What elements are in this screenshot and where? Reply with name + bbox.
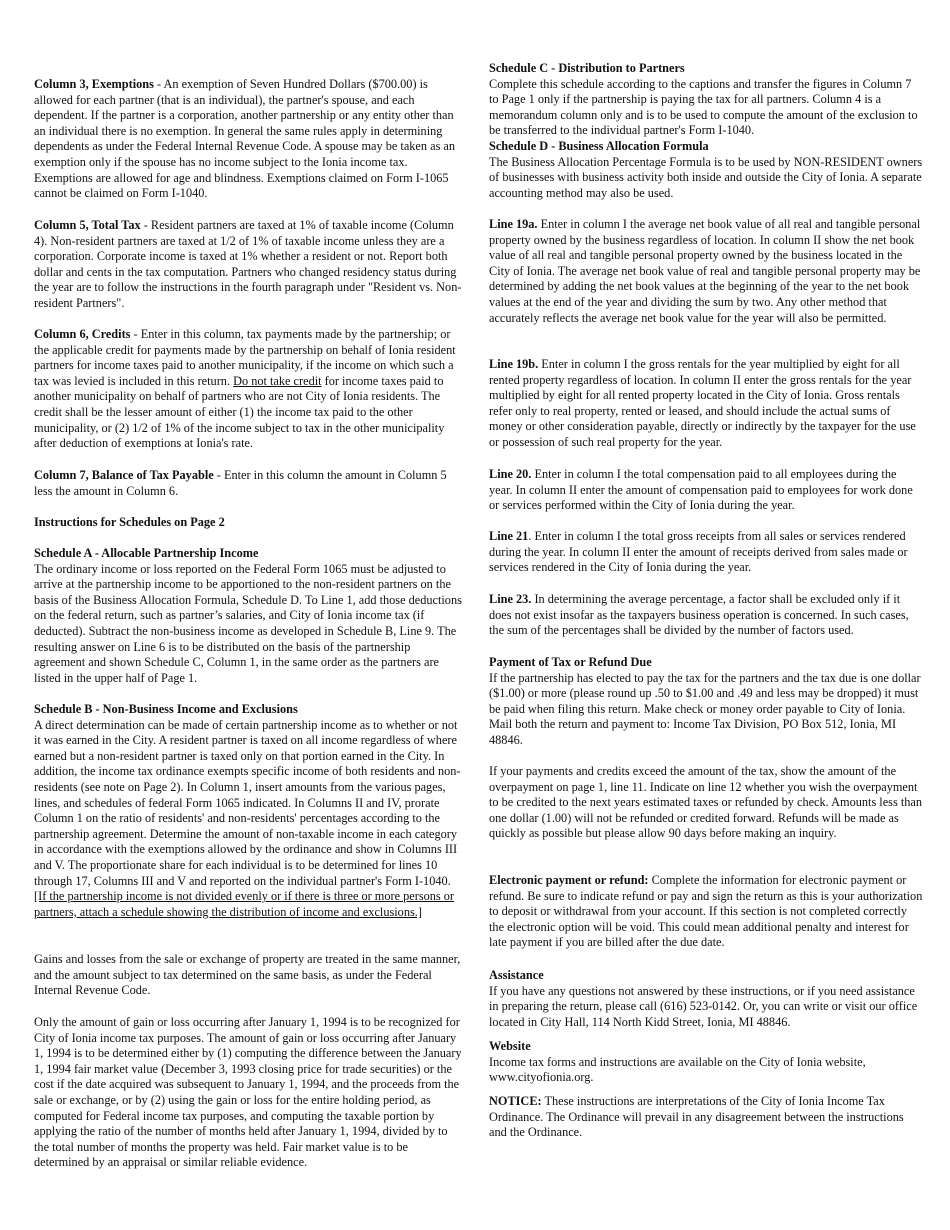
line-label: Line 20.	[489, 467, 532, 481]
instructions-schedules-heading	[34, 515, 464, 531]
line-23	[489, 592, 923, 639]
section-heading: Column 7, Balance of Tax Payable	[34, 468, 214, 482]
schedule-c	[489, 61, 923, 139]
section-heading: Payment of Tax or Refund Due	[489, 655, 652, 669]
notice	[489, 1094, 923, 1141]
line-label: Line 21	[489, 529, 529, 543]
section-heading: Electronic payment or refund:	[489, 873, 649, 887]
section-text: Complete the information for electronic payment or refund. Be sure to indicate refund or pay and sign the return as this is your authorization to deposit or withdrawal from your account. If this section is not completed correctly the electronic option will be void. This could mean additional penalty and interest for late payment if you are billed after the due date.	[489, 873, 923, 950]
line-label: Line 23.	[489, 592, 532, 606]
section-heading: Schedule D - Business Allocation Formula	[489, 139, 709, 153]
column-3-exemptions	[34, 77, 464, 202]
schedule-d	[489, 139, 923, 201]
section-text: Complete this schedule according to the captions and transfer the figures in Column 7 to Page 1 only if the partnership is paying the tax for all partners. Column 4 is a memorandum column only and is to be used to compute the amount of the exclusion to be transferred to the individual partner's Form I-1040.	[489, 76, 918, 138]
section-heading: Schedule B - Non-Business Income and Exclusions	[34, 702, 298, 716]
section-text: The Business Allocation Percentage Formula is to be used by NON-RESIDENT owners of businesses with business activity both inside and outside the City of Ionia. A separate accounting method may also be used.	[489, 154, 923, 200]
section-heading: Assistance	[489, 968, 544, 982]
section-text: If you have any questions not answered by these instructions, or if you need assistance in preparing the return, please call (616) 523-0142. Or, you can write or visit our office located in City Hall, 114 North Kidd Street, Ionia, MI 48846.	[489, 983, 918, 1029]
section-text: If the partnership has elected to pay the tax for the partners and the tax due is one dollar ($1.00) or more (please round up .50 to $1.00 and .49 and less may be dropped) it must be paid when filing this return. Make check or money order payable to City of Ionia. Mail both the return and payment to: Income Tax Division, PO Box 512, Ionia, MI 48846.	[489, 670, 921, 747]
line-20	[489, 467, 923, 514]
section-text: Enter in column I the total compensation paid to all employees during the year. In column II enter the amount of compensation paid to employees for work done or services performed within the City of Ionia during the year.	[489, 467, 913, 513]
section-text: If your payments and credits exceed the amount of the tax, show the amount of the overpayment on page 1, line 11. Indicate on line 12 whether you wish the overpayment to be credited to the next years estimated taxes or refunded by check. Amounts less than one dollar (1.00) will not be refunded or credited forward. Refunds will be made as quickly as possible but please allow 90 days before making an inquiry.	[489, 764, 922, 841]
assistance	[489, 968, 923, 1030]
section-text: for income taxes paid to another municipality on behalf of partners who are not City of Ionia residents. The credit shall be the lesser amount of either (1) the income tax paid to the other municipality, or (2) 1/2 of 1% of the income subject to tax in the other municipality after deduction of exemptions at Ionia's rate.	[34, 373, 445, 451]
gain-loss-after-1994-paragraph	[34, 1015, 464, 1171]
section-text: - Enter in this column, tax payments made by the partnership; or the applicable credit for payments made by the partnership on behalf of Ionia resident partners for income taxes paid to another municipality, if the income on which such a tax was levied is included in this return.	[34, 327, 456, 388]
line-21	[489, 529, 923, 576]
website	[489, 1039, 923, 1086]
section-text: Enter in column I the gross rentals for the year multiplied by eight for all rented property regardless of location. In column II enter the gross rentals for the year multiplied by eight for all rented property located in the City of Ionia. Gross rentals refer only to real property, rented or leased, and should include the actual sums of money or other consideration payable, directly or indirectly by the taxpayer for the use or possession of such real property for the year.	[489, 357, 916, 449]
section-heading: Column 5, Total Tax	[34, 218, 141, 232]
section-text: These instructions are interpretations of the City of Ionia Income Tax Ordinance. The Ordinance will prevail in any disagreement between the instructions and the Ordinance.	[489, 1094, 904, 1140]
section-heading: Website	[489, 1039, 531, 1053]
schedule-b	[34, 702, 464, 920]
section-text: In determining the average percentage, a factor shall be excluded only if it does not exist insofar as the taxpayers business operation is concerned. In such cases, the sum of the percentages shall be divided by the number of factors used.	[489, 592, 909, 638]
line-19b	[489, 357, 923, 451]
schedule-a	[34, 546, 464, 686]
section-heading: Instructions for Schedules on Page 2	[34, 515, 225, 529]
section-heading: NOTICE:	[489, 1094, 542, 1108]
section-text: The ordinary income or loss reported on the Federal Form 1065 must be adjusted to arrive at the partnership income to be apportioned to the non-resident partners on the basis of the Business Allocation Formula, Schedule D. To Line 1, add those deductions on the federal return, such as partner’s salaries, and City of Ionia income tax (if deducted). Subtract the non-business income as developed in Schedule B, Line 9. The resulting answer on Line 6 is to be distributed on the basis of the partnership agreement and shown Schedule C, Column 1, in the same order as the partners are listed in the upper half of Page 1.	[34, 561, 462, 685]
section-text: . Enter in column I the total gross receipts from all sales or services rendered during the year. In column II enter the amount of receipts derived from sales made or services rendered in the City of Ionia during the year.	[489, 529, 908, 575]
line-label: Line 19b.	[489, 357, 539, 371]
section-text: Only the amount of gain or loss occurring after January 1, 1994 is to be recognized for City of Ionia income tax purposes. The amount of gain or loss occurring after January 1, 1994 is to be determined either by (1) computing the difference between the January 1, 1994 fair market value (December 3, 1993 closing price for trade securities) or the cost if the date acquired was subsequent to January 1, 1994, and the proceeds from the sale or exchange, or by (2) using the gain or loss for the entire holding period, as computed for Federal income tax purposes, and computing the taxable portion by applying the ratio of the number of months held after January 1, 1994, divided by to the total number of months the property was held. Fair market value is to be determined by an appraisal or similar reliable evidence.	[34, 1015, 462, 1170]
column-6-credits	[34, 327, 464, 452]
underlined-text: [If the partnership income is not divided evenly or if there is three or more persons or partners, attach a schedule showing the distribution of income and exclusions.]	[34, 889, 455, 919]
section-text: Enter in column I the average net book value of all real and tangible personal property owned by the business regardless of location. In column II show the net book value of all real and tangible personal property owned by the business located in the City of Ionia. The average net book value of real and tangible personal property may be determined by adding the net book values at the beginning of the year to the net book values at the end of the year and dividing the sum by two. Any other method that accurately reflects the average net book value for the year will also be permitted.	[489, 217, 921, 325]
underlined-text: Do not take credit	[233, 373, 322, 388]
column-5-total-tax	[34, 218, 464, 312]
line-label: Line 19a.	[489, 217, 538, 231]
section-text: - Resident partners are taxed at 1% of taxable income (Column 4). Non-resident partners are taxed at 1/2 of 1% of taxable income unless they are a corporation. Corporate income is taxed at 1% whether a resident or not. Report both dollar and cents in the tax computation. Partners who changed residency status during the year are to follow the instructions in the fourth paragraph under "Resident vs. Non-resident Partners".	[34, 218, 462, 310]
section-heading: Column 6, Credits	[34, 327, 131, 341]
section-text: Gains and losses from the sale or exchange of property are treated in the same manner, and the amount subject to tax determined on the same basis, as under the Federal Internal Revenue Code.	[34, 952, 461, 998]
gains-losses-paragraph	[34, 952, 464, 999]
section-text: - An exemption of Seven Hundred Dollars ($700.00) is allowed for each partner (that is an individual), the partner's spouse, and each dependent. If the partner is a corporation, another partnership or any entity other than an individual there is no exemption. In general the same rules apply in determining dependents as under the Federal Internal Revenue Code. A spouse may be taken as an exemption only if the spouse has no income subject to the Ionia income tax. Exemptions are allowed for age and blindness. Exemptions claimed on Form I-1065 cannot be claimed on Form I-1040.	[34, 77, 456, 201]
payment-of-tax	[489, 655, 923, 749]
overpayment-paragraph	[489, 764, 923, 842]
section-text: A direct determination can be made of certain partnership income as to whether or not it was earned in the City. A resident partner is taxed on all income regardless of where earned but a non-resident partner is taxed only on that portion earned in the City. In addition, the income tax ordinance exempts specific income of both residents and non-residents (see note on Page 2). In Column 1, insert amounts from the various pages, lines, and schedules of federal Form 1065 indicated. In Columns II and IV, prorate Column 1 on the ratio of residents' and non-residents' percentages according to the partnership agreement. Determine the amount of non-taxable income in each category in accordance with the exemptions allowed by the ordinance and show in Columns III and V. The proportionate share for each individual is to be determined for lines 10 through 17, Columns III and V and reported on the individual partner's Form I-1040.	[34, 717, 461, 888]
electronic-payment	[489, 873, 923, 951]
column-7-balance	[34, 468, 464, 499]
section-text: - Enter in this column the amount in Column 5 less the amount in Column 6.	[34, 468, 447, 498]
section-text: Income tax forms and instructions are available on the City of Ionia website, www.cityofionia.org.	[489, 1054, 866, 1085]
section-heading: Schedule C - Distribution to Partners	[489, 61, 685, 75]
line-19a	[489, 217, 923, 326]
section-heading: Schedule A - Allocable Partnership Income	[34, 546, 259, 560]
section-heading: Column 3, Exemptions	[34, 77, 154, 91]
